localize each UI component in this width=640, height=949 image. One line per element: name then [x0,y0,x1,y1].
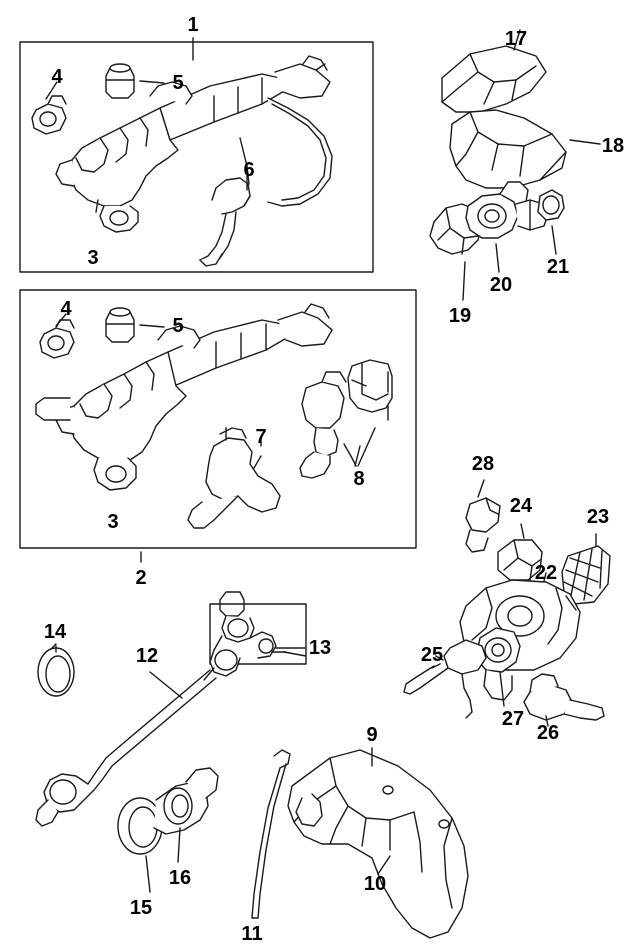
callout-27: 27 [501,708,525,730]
callout-9: 9 [366,724,378,746]
callout-8: 8 [353,468,365,490]
callout-20: 20 [489,274,513,296]
support-bracket [252,748,468,938]
callout-2: 2 [135,567,147,589]
callout-22: 22 [534,562,558,584]
callout-14: 14 [43,621,67,643]
callout-16: 16 [168,867,192,889]
callout-3-lower: 3 [107,511,119,533]
callout-15: 15 [129,897,153,919]
callout-24: 24 [509,495,533,517]
callout-4-lower: 4 [60,298,72,320]
callout-4-upper: 4 [51,66,63,88]
callout-5-upper: 5 [172,72,184,94]
callout-11: 11 [241,923,263,945]
callout-12: 12 [135,645,159,667]
callout-17: 17 [504,28,528,50]
callout-26: 26 [536,722,560,744]
callout-28: 28 [471,453,495,475]
callout-1: 1 [187,14,199,36]
callout-25: 25 [420,644,444,666]
callout-19: 19 [448,305,472,327]
callout-5-lower: 5 [172,315,184,337]
callout-18: 18 [601,135,625,157]
callout-6: 6 [243,159,255,181]
callout-3-upper: 3 [87,247,99,269]
column-shroud-cover [430,30,600,300]
multifunction-switch-assembly [404,480,610,726]
callout-10: 10 [363,873,387,895]
callout-7: 7 [255,426,267,448]
callout-23: 23 [586,506,610,528]
callout-21: 21 [546,256,570,278]
callout-13: 13 [308,637,332,659]
